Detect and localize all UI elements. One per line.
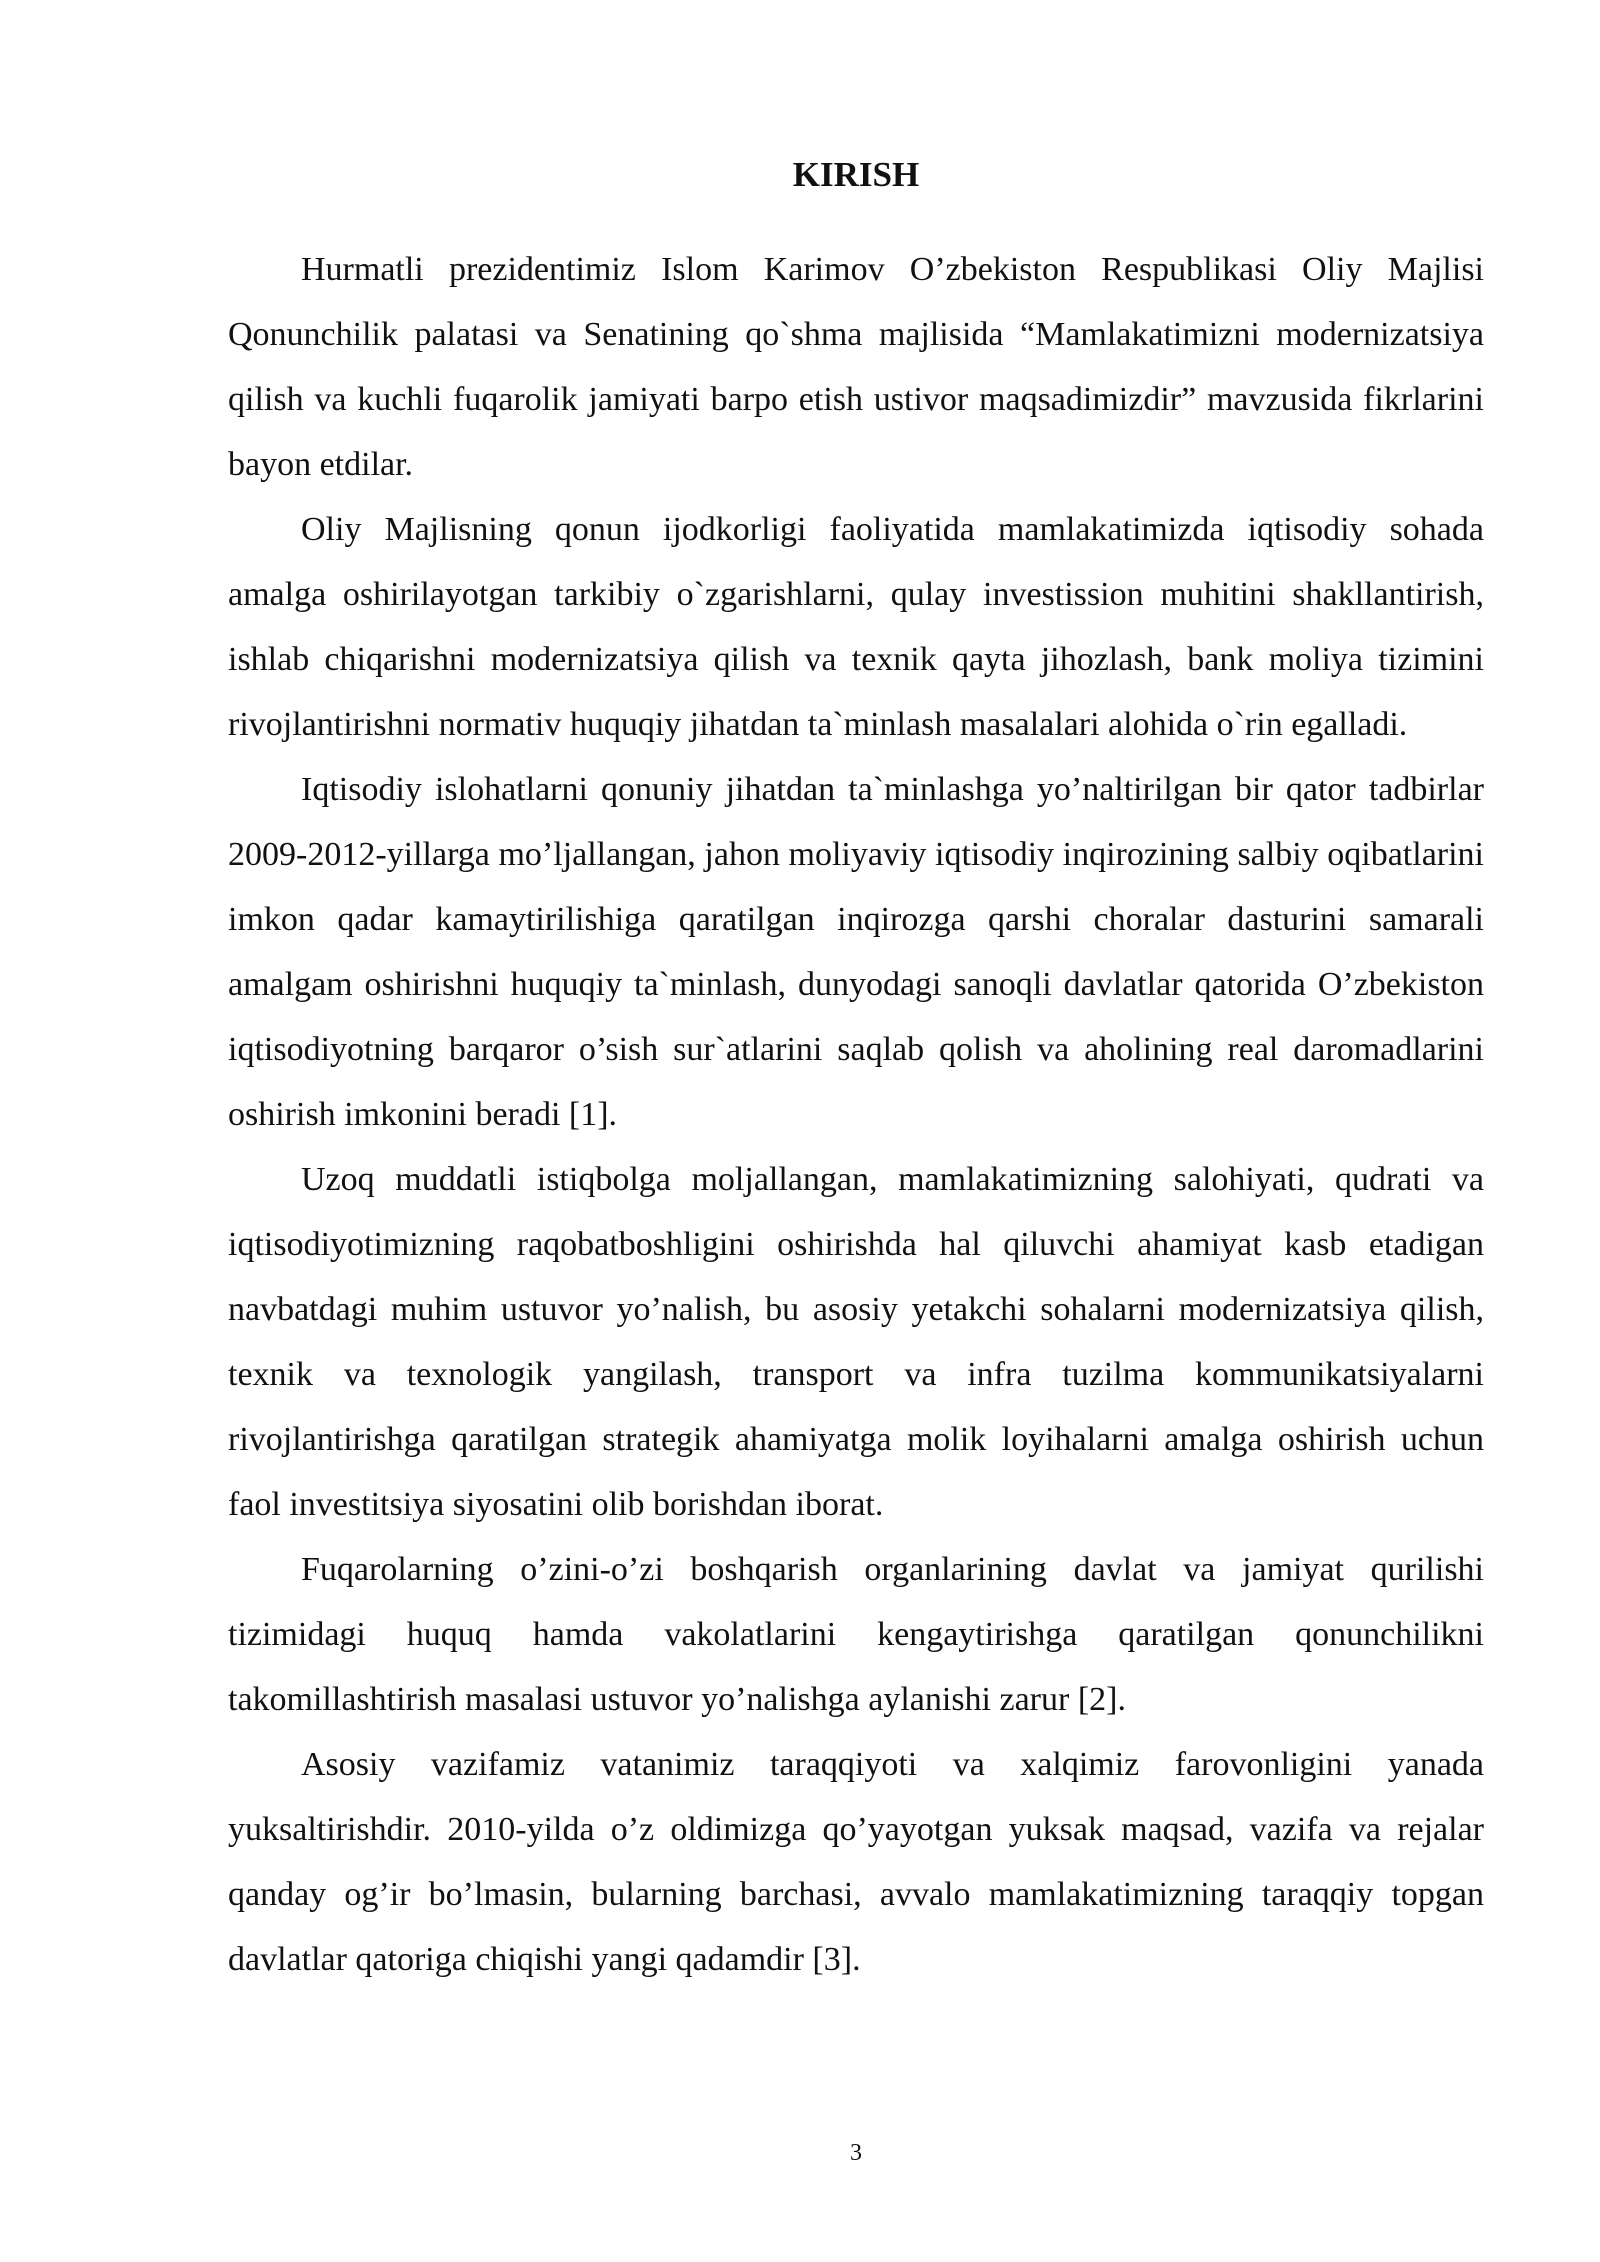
paragraph-2: Oliy Majlisning qonun ijodkorligi faoliyatida mamlakatimizda iqtisodiy sohada amalga oshirilayotgan tarkibiy o`zgarishlarni, qulay investission muhitini shakllantirish, ishlab chiqarishni modernizatsiya qilish va texnik qayta jihozlash, bank moliya tizimini rivojlantirishni normativ huquqiy jihatdan ta`minlash masalalari alohida o`rin egalladi. <box>228 511 1484 743</box>
paragraph-3: Iqtisodiy islohatlarni qonuniy jihatdan ta`minlashga yo’naltirilgan bir qator tadbirlar 2009-2012-yillarga mo’ljallangan, jahon moliyaviy iqtisodiy inqirozining salbiy oqibatlarini imkon qadar kamaytirilishiga qaratilgan inqirozga qarshi choralar dasturini samarali amalgam oshirishni huquqiy ta`minlash, dunyodagi sanoqli davlatlar qatorida O’zbekiston iqtisodiyotning barqaror o’sish sur`atlarini saqlab qolish va aholining real daromadlarini oshirish imkonini beradi [1]. <box>228 771 1484 1133</box>
page-title: KIRISH <box>792 155 920 194</box>
heading-container <box>228 152 1484 197</box>
page-number: 3 <box>850 2140 862 2166</box>
paragraph-1: Hurmatli prezidentimiz Islom Karimov O’zbekiston Respublikasi Oliy Majlisi Qonunchilik palatasi va Senatining qo`shma majlisida “Mamlakatimizni modernizatsiya qilish va kuchli fuqarolik jamiyati barpo etish ustivor maqsadimizdir” mavzusida fikrlarini bayon etdilar. <box>228 251 1484 483</box>
body-text <box>228 237 1484 1992</box>
paragraph-6: Asosiy vazifamiz vatanimiz taraqqiyoti va xalqimiz farovonligini yanada yuksaltirishdir. 2010-yilda o’z oldimizga qo’yayotgan yuksak maqsad, vazifa va rejalar qanday og’ir bo’lmasin, bularning barchasi, avvalo mamlakatimizning taraqqiy topgan davlatlar qatoriga chiqishi yangi qadamdir [3]. <box>228 1746 1484 1978</box>
paragraph-5: Fuqarolarning o’zini-o’zi boshqarish organlarining davlat va jamiyat qurilishi tizimidagi huquq hamda vakolatlarini kengaytirishga qaratilgan qonunchilikni takomillashtirish masalasi ustuvor yo’nalishga aylanishi zarur [2]. <box>228 1551 1484 1718</box>
paragraph-4: Uzoq muddatli istiqbolga moljallangan, mamlakatimizning salohiyati, qudrati va iqtisodiyotimizning raqobatboshligini oshirishda hal qiluvchi ahamiyat kasb etadigan navbatdagi muhim ustuvor yo’nalish, bu asosiy yetakchi sohalarni modernizatsiya qilish, texnik va texnologik yangilash, transport va infra tuzilma kommunikatsiyalarni rivojlantirishga qaratilgan strategik ahamiyatga molik loyihalarni amalga oshirish uchun faol investitsiya siyosatini olib borishdan iborat. <box>228 1161 1484 1523</box>
